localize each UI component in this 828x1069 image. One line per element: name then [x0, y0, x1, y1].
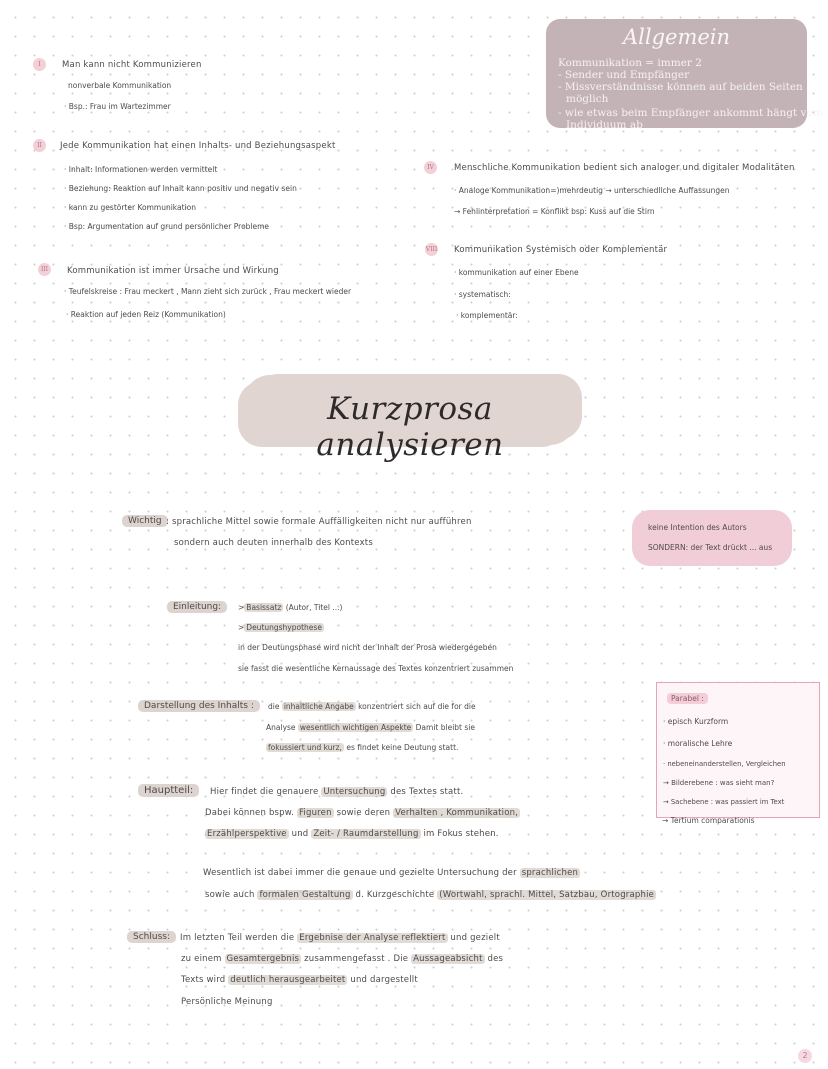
allgemein-line: - wie etwas beim Empfänger ankommt hängt vom: [558, 107, 823, 119]
s3-line: · Teufelskreise : Frau meckert , Mann zieht sich zurück , Frau meckert wieder: [64, 287, 352, 296]
schluss-line: Texts wird deutlich herausgearbeitet und dargestellt: [181, 975, 418, 985]
allgemein-line: Kommunikation = immer 2: [558, 57, 702, 69]
intention-line: keine Intention des Autors: [648, 523, 747, 532]
s4-line: Menschliche Kommunikation bedient sich analoger und digitaler Modalitäten: [454, 163, 795, 173]
allgemein-line: - Sender und Empfänger: [558, 69, 690, 81]
parabel-item: → Sachebene : was passiert im Text: [663, 798, 785, 806]
hauptteil-line: Hier findet die genauere Untersuchung des Textes statt.: [210, 787, 464, 797]
einleitung-line: in der Deutungsphase wird nicht der Inhalt der Prosa wiedergegeben: [238, 643, 497, 652]
allgemein-line: möglich: [566, 93, 609, 105]
s5-line: · systematisch:: [454, 290, 511, 299]
intention-line: SONDERN: der Text drückt ... aus: [648, 543, 773, 552]
s1-line: nonverbale Kommunikation: [68, 81, 172, 90]
wichtig-line: : sprachliche Mittel sowie formale Auffälligkeiten nicht nur aufführen: [166, 517, 472, 527]
s1-line: · Bsp.: Frau im Wartezimmer: [64, 102, 171, 111]
allgemein-box: [546, 19, 823, 131]
schluss-line: zu einem Gesamtergebnis zusammengefasst . Die Aussageabsicht des: [181, 954, 504, 964]
page-title: Kurzprosa analysieren: [316, 391, 504, 463]
allgemein-title: Allgemein: [622, 25, 731, 49]
section-number-badge: I: [33, 58, 46, 71]
wichtig-label: Wichtig: [122, 515, 168, 527]
page-number: 2: [798, 1049, 812, 1063]
darstellung-label: Darstellung des Inhalts :: [138, 700, 260, 712]
darstellung-line: die inhaltliche Angabe konzentriert sich auf die for die: [268, 702, 476, 711]
hauptteil-label: Hauptteil:: [138, 784, 199, 797]
hauptteil-line: Dabei können bspw. Figuren sowie deren Verhalten , Kommunikation,: [205, 808, 519, 818]
hauptteil-line: Wesentlich ist dabei immer die genaue und gezielte Untersuchung der sprachlichen: [203, 868, 579, 878]
s4-line: · Analoge Kommunikation=)mehrdeutig → unterschiedliche Auffassungen: [454, 186, 730, 195]
schluss-label: Schluss:: [127, 931, 176, 943]
s2-line: Jede Kommunikation hat einen Inhalts- und Beziehungsaspekt: [60, 141, 336, 151]
parabel-item: → Bilderebene : was sieht man?: [663, 779, 775, 787]
intention-box: [632, 510, 792, 566]
s5-line: Kommunikation Systemisch oder Komplementär: [454, 245, 668, 255]
parabel-item: → Tertium comparationis: [662, 816, 755, 825]
hauptteil-line: sowie auch formalen Gestaltung d. Kurzgeschichte (Wortwahl, sprachl. Mittel, Satzbau, Ortographie: [205, 890, 655, 900]
s2-line: · Inhalt: Informationen werden vermittelt: [64, 165, 218, 174]
parabel-item: · episch Kurzform: [663, 717, 729, 726]
parabel-box: [656, 682, 820, 818]
section-number-badge: VIII: [425, 243, 438, 256]
heading-cloud: [244, 375, 576, 463]
s2-line: · Bsp: Argumentation auf grund persönlicher Probleme: [64, 222, 270, 231]
allgemein-line: Individuum ab: [566, 119, 643, 131]
s5-line: · kommunikation auf einer Ebene: [454, 268, 579, 277]
schluss-line: Im letzten Teil werden die Ergebnise der Analyse reflektiert und gezielt: [180, 933, 500, 943]
einleitung-line: sie fasst die wesentliche Kernaussage des Textes konzentriert zusammen: [238, 664, 514, 673]
wichtig-line: sondern auch deuten innerhalb des Kontexts: [174, 538, 373, 548]
s4-line: → Fehlinterpretation = Konflikt bsp: Kuss auf die Stirn: [454, 207, 655, 216]
s1-line: Man kann nicht Kommunizieren: [62, 60, 202, 70]
section-number-badge: II: [33, 139, 46, 152]
s3-line: · Reaktion auf jeden Reiz (Kommunikation): [66, 310, 226, 319]
s2-line: · Beziehung: Reaktion auf Inhalt kann positiv und negativ sein: [64, 184, 297, 193]
s5-line: · komplementär:: [456, 311, 518, 320]
hauptteil-line: Erzählperspektive und Zeit- / Raumdarstellung im Fokus stehen.: [207, 829, 499, 839]
schluss-line: Persönliche Meinung: [181, 997, 273, 1007]
darstellung-line: fokussiert und kurz, es findet keine Deutung statt.: [268, 743, 459, 752]
parabel-item: · moralische Lehre: [663, 739, 733, 748]
section-number-badge: IV: [424, 161, 437, 174]
einleitung-label: Einleitung:: [167, 601, 227, 613]
allgemein-line: - Missverständnisse können auf beiden Seiten: [558, 81, 803, 93]
s2-line: · kann zu gestörter Kommunikation: [64, 203, 196, 212]
section-number-badge: III: [38, 263, 51, 276]
einleitung-line: > Deutungshypothese: [238, 623, 322, 632]
darstellung-line: Analyse wesentlich wichtigen Aspekte Damit bleibt sie: [266, 723, 475, 732]
s3-line: Kommunikation ist immer Ursache und Wirkung: [67, 266, 279, 276]
parabel-title: Parabel :: [667, 693, 708, 704]
parabel-item: · nebeneinanderstellen, Vergleichen: [663, 760, 786, 768]
einleitung-line: > Basissatz (Autor, Titel ...): [238, 603, 343, 612]
